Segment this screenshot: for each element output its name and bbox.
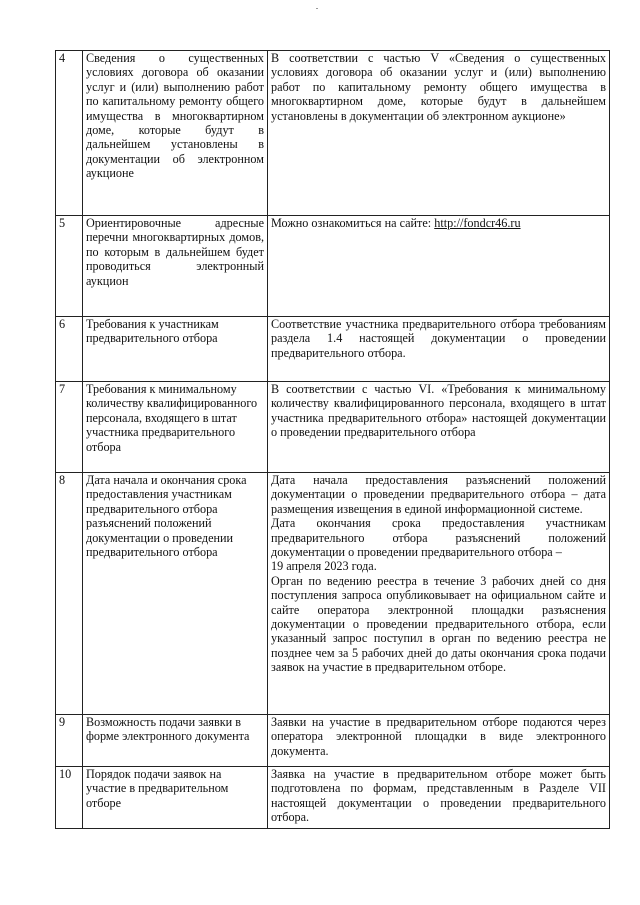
row-label: Порядок подачи заявок на участие в предварительном отборе — [83, 767, 268, 829]
row-description: Соответствие участника предварительного отбора требованиям раздела 1.4 настоящей документации о проведении предварительного отбора. — [268, 317, 610, 382]
row-label: Сведения о существенных условиях договора об оказании услуг и (или) выполнению работ по капитальному ремонту общего имущества в многоквартирном доме, которые будут в дальнейшем установлены в документации об электронном аукционе — [83, 51, 268, 216]
table-row — [56, 382, 610, 473]
row-number: 4 — [56, 51, 83, 216]
row-description: Заявка на участие в предварительном отборе может быть подготовлена по формам, представленным в Разделе VII настоящей документации о проведении предварительного отбора. — [268, 767, 610, 829]
row-description: В соответствии с частью V «Сведения о существенных условиях договора об оказании услуг и (или) выполнению работ по капитальному ремонту общего имущества в многоквартирном доме, которые будут в дальнейшем установлены в документации об электронном аукционе» — [268, 51, 610, 216]
clarification-end-date: 19 апреля 2023 года. — [271, 559, 377, 574]
scan-speck — [316, 8, 318, 9]
table-row — [56, 216, 610, 317]
table-row — [56, 473, 610, 715]
clarification-end-paragraph: Дата окончания срока предоставления участникам предварительного отбора разъяснений положений документации о проведении предварительного отбора – — [271, 516, 606, 560]
table-row — [56, 317, 610, 382]
registry-response-paragraph: Орган по ведению реестра в течение 3 рабочих дней со дня поступления запроса опубликовывает на официальном сайте и сайте оператора электронной площадки разъяснения документации о проведении предварительного отбора, если указанный запрос поступил в орган по ведению реестра не позднее чем за 5 рабочих дней до даты окончания срока подачи заявок на участие в предварительном отборе. — [271, 573, 606, 675]
procurement-info-table — [55, 50, 610, 829]
row-label: Ориентировочные адресные перечни многоквартирных домов, по которым в дальнейшем будет проводиться электронный аукцион — [83, 216, 268, 317]
row-number: 6 — [56, 317, 83, 382]
row-description: Заявки на участие в предварительном отборе подаются через оператора электронной площадки в виде электронного документа. — [268, 715, 610, 767]
table-row — [56, 51, 610, 216]
clarification-start-paragraph: Дата начала предоставления разъяснений положений документации о проведении предварительного отбора – дата размещения извещения в единой информационной системе. — [271, 473, 606, 516]
row-number: 10 — [56, 767, 83, 829]
row-label: Дата начала и окончания срока предоставления участникам предварительного отбора разъяснений положений документации о проведении предварительного отбора — [83, 473, 268, 715]
row-label: Возможность подачи заявки в форме электронного документа — [83, 715, 268, 767]
table-row — [56, 767, 610, 829]
row-description — [268, 473, 610, 715]
row-description: В соответствии с частью VI. «Требования к минимальному количеству квалифицированного персонала, входящего в штат участника предварительного отбора» настоящей документации о проведении предварительного отбора — [268, 382, 610, 473]
row-number: 8 — [56, 473, 83, 715]
row-label: Требования к минимальному количеству квалифицированного персонала, входящего в штат участника предварительного отбора — [83, 382, 268, 473]
row-label: Требования к участникам предварительного отбора — [83, 317, 268, 382]
row-number: 7 — [56, 382, 83, 473]
row-description — [268, 216, 610, 317]
website-prefix: Можно ознакомиться на сайте: — [271, 216, 435, 230]
row-number: 5 — [56, 216, 83, 317]
table-row — [56, 715, 610, 767]
row-number: 9 — [56, 715, 83, 767]
website-link[interactable]: http://fondcr46.ru — [434, 216, 521, 230]
